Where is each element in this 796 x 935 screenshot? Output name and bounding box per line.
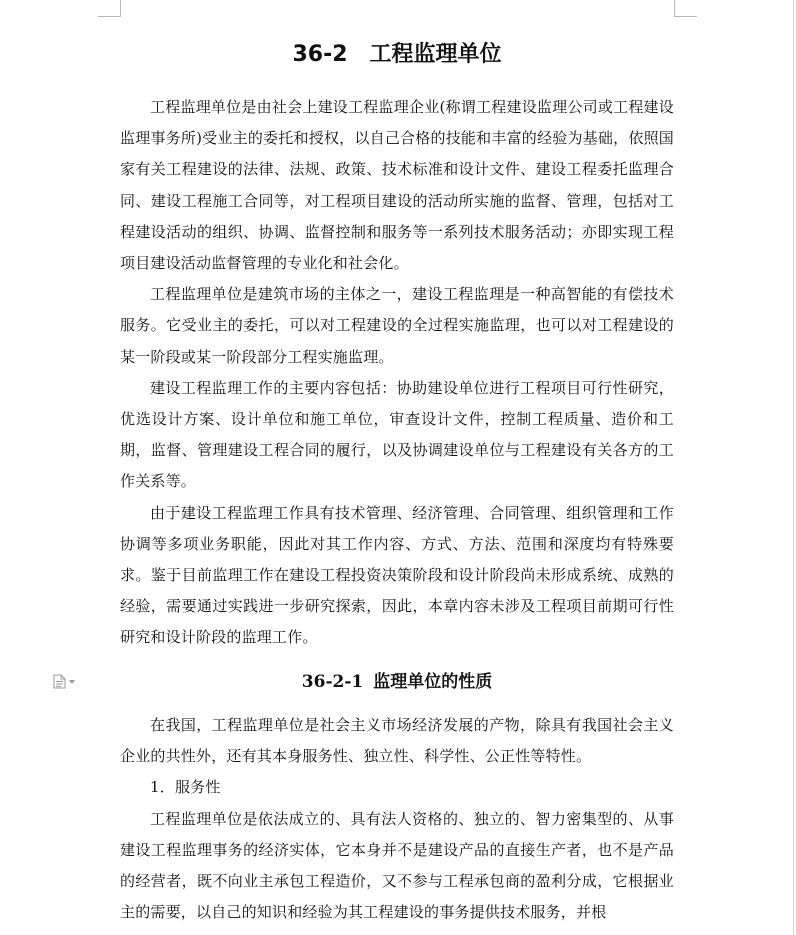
- paragraph: 建设工程监理工作的主要内容包括：协助建设单位进行工程项目可行性研究，优选设计方案、设计单位和施工单位，审查设计文件，控制工程质量、造价和工期，监督、管理建设工程合同的履行，以及协调建设单位与工程建设有关各方的工作关系等。: [120, 378, 674, 491]
- section-body: [120, 92, 674, 654]
- page-edge-line: [793, 0, 794, 935]
- subsection-title-text: 监理单位的性质: [373, 672, 493, 692]
- list-heading: 1．服务性: [150, 778, 221, 797]
- page-corner-mark-top-right: [674, 0, 697, 17]
- chevron-down-icon: [69, 680, 75, 684]
- document-icon: [53, 674, 66, 689]
- document-outline-icon[interactable]: [53, 673, 79, 689]
- section-number: 36-2: [292, 42, 348, 67]
- paragraph: 工程监理单位是由社会上建设工程监理企业(称谓工程建设监理公司或工程建设监理事务所)受业主的委托和授权，以自己合格的技能和丰富的经验为基础，依照国家有关工程建设的法律、法规、政策、技术标准和设计文件、建设工程委托监理合同、建设工程施工合同等，对工程项目建设的活动所实施的监督、管理，包括对工程建设活动的组织、协调、监督控制和服务等一系列技术服务活动；亦即实现工程项目建设活动监督管理的专业化和社会化。: [120, 98, 674, 273]
- paragraph: 工程监理单位是依法成立的、具有法人资格的、独立的、智力密集型的、从事建设工程监理事务的经济实体，它本身并不是建设产品的直接生产者，也不是产品的经营者，既不向业主承包工程造价，又不参与工程承包商的盈利分成，它根据业主的需要，以自己的知识和经验为其工程建设的事务提供技术服务，并根: [120, 809, 674, 922]
- section-title-text: 工程监理单位: [369, 42, 502, 67]
- paragraph: 由于建设工程监理工作具有技术管理、经济管理、合同管理、组织管理和工作协调等多项业务职能，因此对其工作内容、方式、方法、范围和深度均有特殊要求。鉴于目前监理工作在建设工程投资决策阶段和设计阶段尚未形成系统、成熟的经验，需要通过实践进一步研究探索，因此，本章内容未涉及工程项目前期可行性研究和设计阶段的监理工作。: [120, 503, 674, 647]
- subsection-body: [120, 710, 674, 928]
- subsection-title: [120, 668, 674, 696]
- page-corner-mark-top-left: [98, 0, 121, 17]
- section-title: [120, 40, 674, 70]
- paragraph: 在我国，工程监理单位是社会主义市场经济发展的产物，除具有我国社会主义企业的共性外，还有其本身服务性、独立性、科学性、公正性等特性。: [120, 716, 674, 766]
- paragraph: 工程监理单位是建筑市场的主体之一，建设工程监理是一种高智能的有偿技术服务。它受业主的委托，可以对工程建设的全过程实施监理，也可以对工程建设的某一阶段或某一阶段部分工程实施监理。: [120, 285, 674, 366]
- subsection-number: 36-2-1: [301, 672, 364, 692]
